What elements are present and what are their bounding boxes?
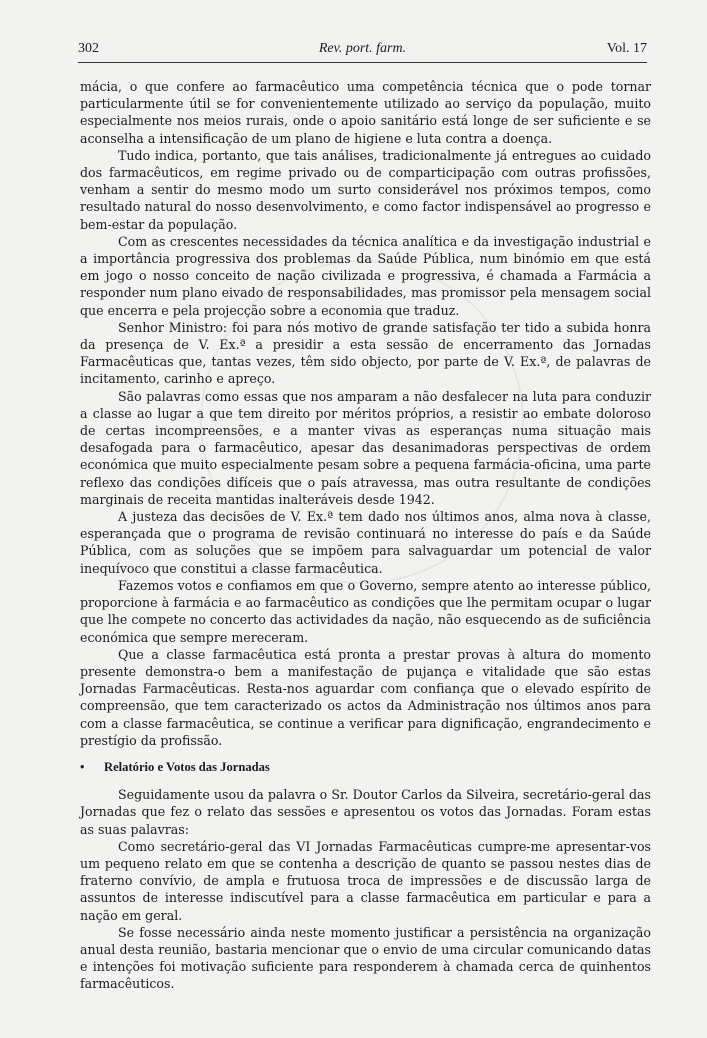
bullet-icon: • <box>80 759 85 774</box>
paragraph: Com as crescentes necessidades da técnica analítica e da investigação industrial e a importância progressiva dos problemas da Saúde Pública, num binómio em que está em jogo o nosso conceito de nação civilizada e progressiva, é chamada a Farmácia a responder num plano eivado de responsabilidades, mas promissor pela mensagem social que encerra e pela projecção sobre a economia que traduz. <box>80 233 651 318</box>
paragraph: Senhor Ministro: foi para nós motivo de grande satisfação ter tido a subida honra da presença de V. Ex.ª a presidir a esta sessão de encerramento das Jornadas Farmacêuticas que, tantas vezes, têm sido objecto, por parte de V. Ex.ª, de palavras de incitamento, carinho e apreço. <box>80 319 651 387</box>
section-heading <box>80 759 651 776</box>
running-header <box>78 38 647 63</box>
paragraph: Que a classe farmacêutica está pronta a prestar provas à altura do momento presente demonstra-o bem a manifestação de pujança e vitalidade que são estas Jornadas Farmacêuticas. Resta-nos aguardar com confiança que o elevado espírito de compreensão, que tem caracterizado os actos da Administração nos últimos anos para com a classe farmacêutica, se continue a verificar para dignificação, engrandecimento e prestígio da profissão. <box>80 646 651 748</box>
paragraph: A justeza das decisões de V. Ex.ª tem dado nos últimos anos, alma nova à classe, esperançada que o programa de revisão continuará no interesse do país e da Saúde Pública, com as soluções que se impõem para salvaguardar um potencial de valor inequívoco que constitui a classe farmacêutica. <box>80 509 651 576</box>
section-title: Relatório e Votos das Jornadas <box>104 759 270 774</box>
article-body <box>80 78 651 993</box>
volume-label: Vol. 17 <box>606 41 647 56</box>
journal-title: Rev. port. farm. <box>318 41 407 56</box>
page-number: 302 <box>78 41 99 56</box>
paragraph: Como secretário-geral das VI Jornadas Farmacêuticas cumpre-me apresentar-vos um pequeno relato em que se contenha a descrição de quanto se passou nestes dias de fraterno convívio, de ampla e frutuosa troca de impressões e de discussão larga de assuntos de interesse indiscutível para a classe farmacêutica em particular e para a nação em geral. <box>80 838 651 923</box>
paragraph: mácia, o que confere ao farmacêutico uma competência técnica que o pode tornar particularmente útil se for convenientemente utilizado ao serviço da população, muito especialmente nos meios rurais, onde o apoio sanitário está longe de ser suficiente e se aconselha a intensificação de um plano de higiene e luta contra a doença. <box>80 79 651 146</box>
paragraph: Fazemos votos e confiamos em que o Governo, sempre atento ao interesse público, proporcione à farmácia e ao farmacêutico as condições que lhe permitam ocupar o lugar que lhe compete no concerto das actividades da nação, não esquecendo as de suficiência económica que sempre mereceram. <box>80 577 651 645</box>
paragraph: Se fosse necessário ainda neste momento justificar a persistência na organização anual desta reunião, bastaria mencionar que o envio de uma circular comunicando datas e intenções foi motivação suficiente para responderem à chamada cerca de quinhentos farmacêuticos. <box>80 924 651 992</box>
paragraph: São palavras como essas que nos amparam a não desfalecer na luta para conduzir a classe ao lugar a que tem direito por méritos próprios, a resistir ao embate doloroso de certas incompreensões, e a manter vivas as esperanças numa situação mais desafogada para o farmacêutico, apesar das desanimadoras perspectivas de ordem económica que muito especialmente pesam sobre a pequena farmácia-oficina, uma parte reflexo das condições difíceis que o país atravessa, mas outra resultante de condições marginais de receita mantidas inalteráveis desde 1942. <box>80 388 651 507</box>
paragraph: Seguidamente usou da palavra o Sr. Doutor Carlos da Silveira, secretário-geral das Jornadas que fez o relato das sessões e apresentou os votos das Jornadas. Foram estas as suas palavras: <box>80 787 651 837</box>
paragraph: Tudo indica, portanto, que tais análises, tradicionalmente já entregues ao cuidado dos farmacêuticos, em regime privado ou de comparticipação com outras profissões, venham a sentir do mesmo modo um surto considerável nos próximos tempos, como resultado natural do nosso desenvolvimento, e como factor indispensável ao progresso e bem-estar da população. <box>80 147 651 232</box>
